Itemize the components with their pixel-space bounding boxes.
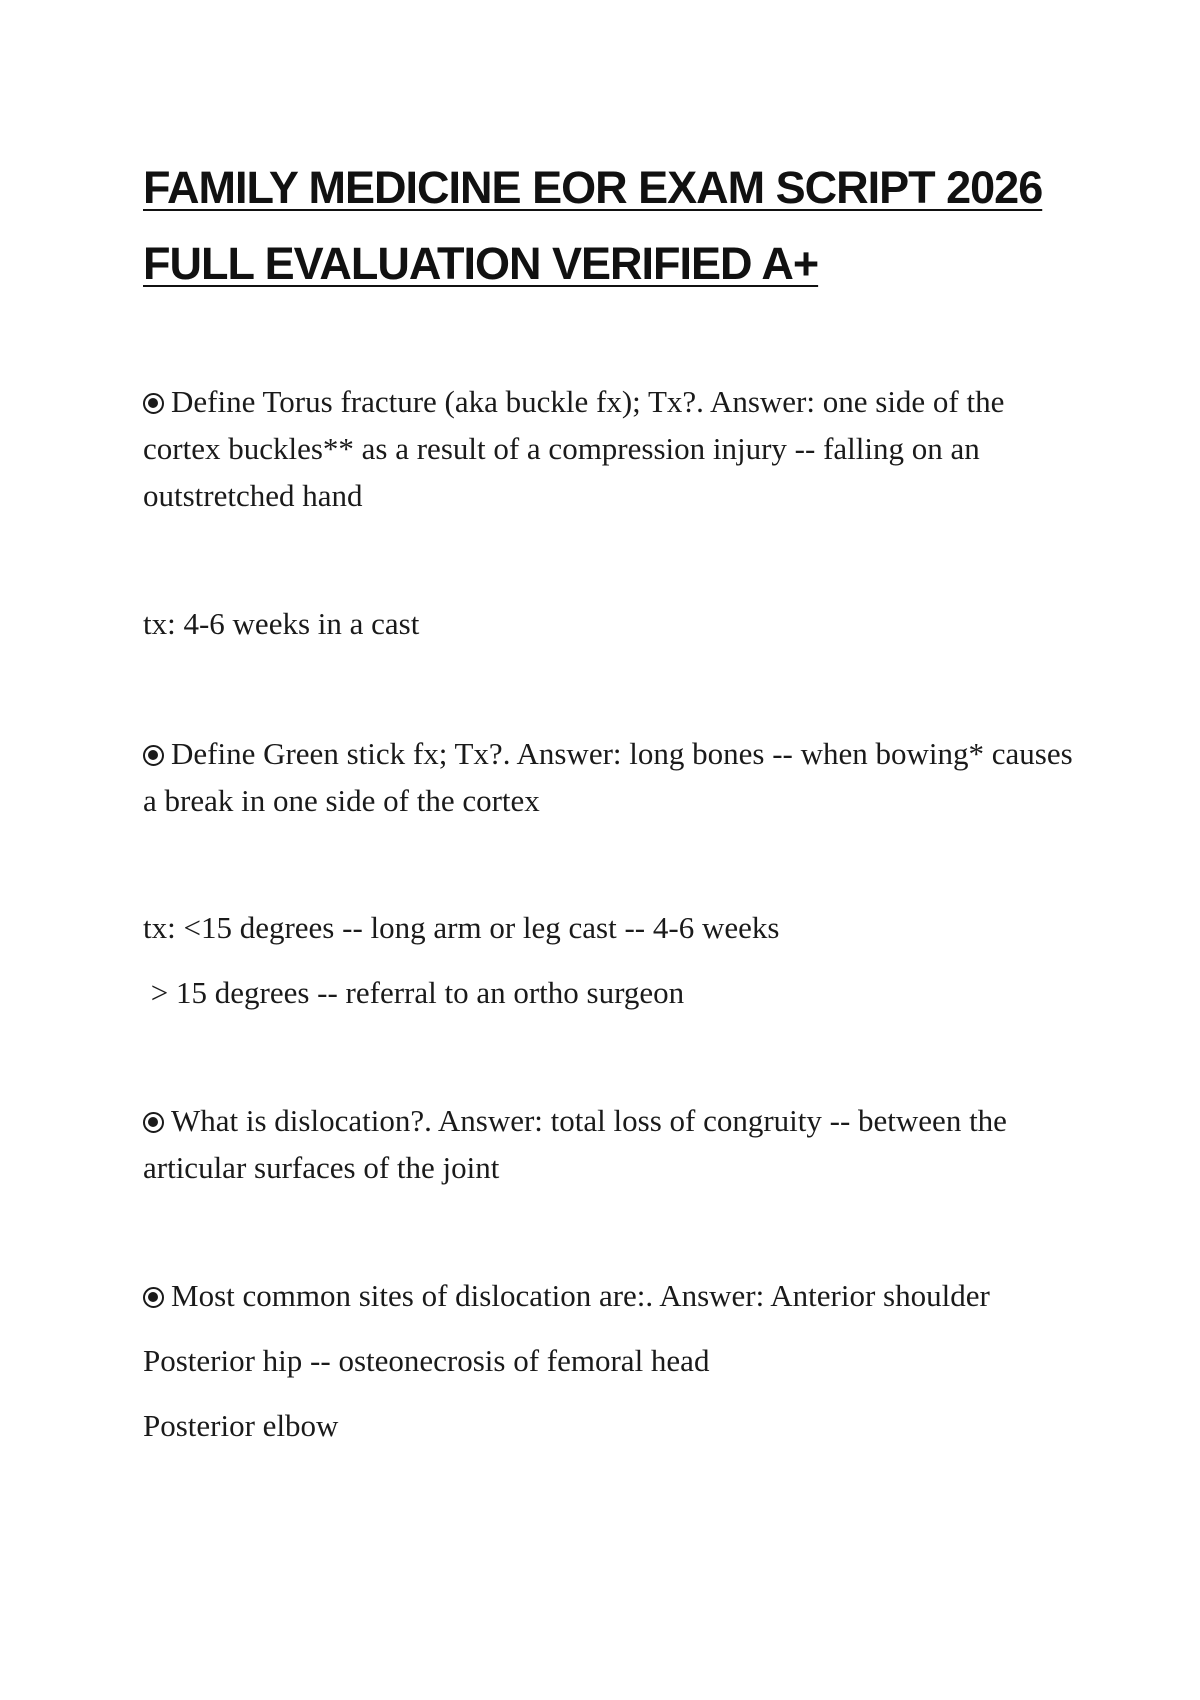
qa-extra-line: Posterior elbow bbox=[143, 1408, 339, 1443]
qa-question: Define Green stick fx; Tx?. Answer: long bones -- when bowing* causes a break in one side of the cortex bbox=[143, 736, 1073, 818]
qa-question: Define Torus fracture (aka buckle fx); Tx?. Answer: one side of the cortex buckles** as a result of a compression injury -- falling on an outstretched hand bbox=[143, 384, 1005, 513]
qa-question: What is dislocation?. Answer: total loss of congruity -- between the articular surfaces of the joint bbox=[143, 1103, 1007, 1185]
qa-item-torus-fracture bbox=[143, 378, 1083, 519]
document-title bbox=[143, 150, 1093, 302]
title-line-2: FULL EVALUATION VERIFIED A+ bbox=[143, 238, 819, 289]
qa-extra-line: Posterior hip -- osteonecrosis of femoral head bbox=[143, 1343, 710, 1378]
radio-bullet-icon bbox=[143, 1112, 164, 1133]
qa-item-dislocation-sites bbox=[143, 1272, 1083, 1319]
qa-extra-line: tx: <15 degrees -- long arm or leg cast -- 4-6 weeks bbox=[143, 910, 780, 945]
radio-bullet-icon bbox=[143, 393, 164, 414]
qa-extra-line: > 15 degrees -- referral to an ortho surgeon bbox=[143, 975, 685, 1010]
qa-extra-line: tx: 4-6 weeks in a cast bbox=[143, 606, 420, 641]
radio-bullet-icon bbox=[143, 1287, 164, 1308]
qa-item-green-stick-fracture bbox=[143, 730, 1083, 824]
qa-question: Most common sites of dislocation are:. Answer: Anterior shoulder bbox=[171, 1278, 990, 1313]
title-line-1: FAMILY MEDICINE EOR EXAM SCRIPT 2026 bbox=[143, 162, 1043, 213]
qa-item-dislocation bbox=[143, 1097, 1083, 1191]
radio-bullet-icon bbox=[143, 745, 164, 766]
